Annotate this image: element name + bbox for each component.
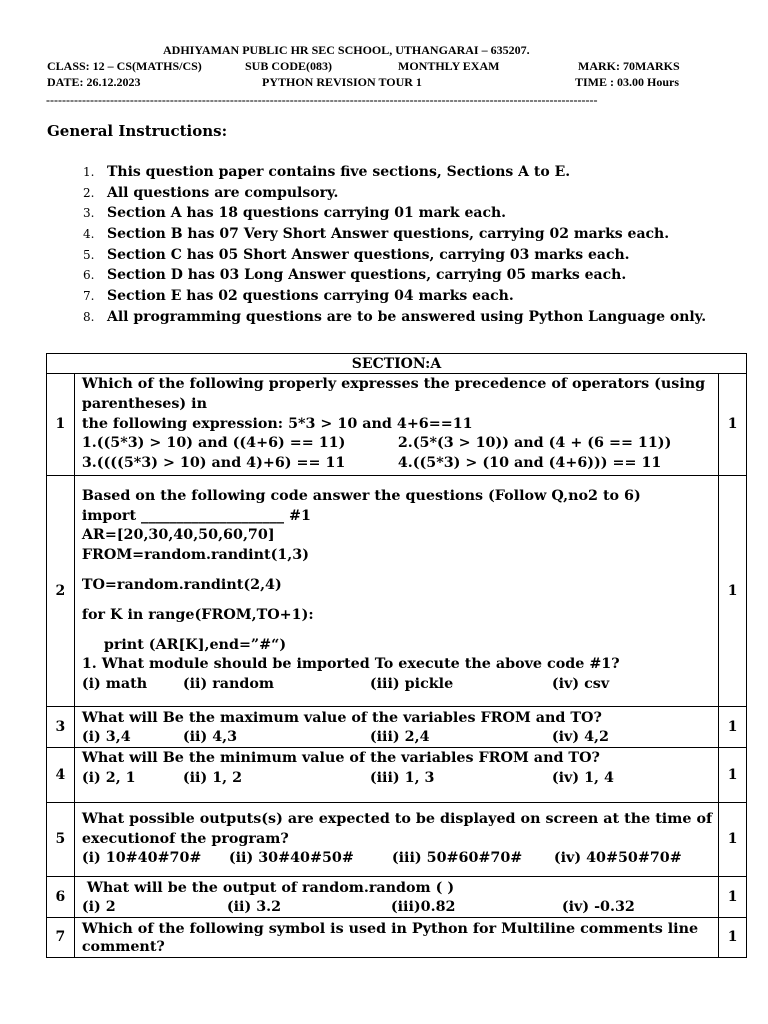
question-mark: 1	[719, 802, 747, 876]
question-text: Which of the following properly expresses the precedence of operators (using parentheses) in the following expression: 5*3 > 10 and 4+6==11 1.((5*3) > 10) and ((4+6) == 11) 2.(5*(3 > 10)) and (4 + (6 == 11)) 3.((((5*3) > 10) and 4)+6) == 11 4.((5*3) > (10 and (4+6))) == 11	[74, 374, 718, 476]
question-number: 5	[47, 802, 75, 876]
option: (ii) 3.2	[226, 898, 282, 915]
options-row	[82, 454, 712, 474]
option: (i) math	[81, 676, 148, 693]
school-name: ADHIYAMAN PUBLIC HR SEC SCHOOL, UTHANGARAI – 635207.	[163, 43, 530, 57]
instruction-item: 8. All programming questions are to be answered using Python Language only.	[83, 308, 707, 325]
option: (ii) random	[182, 676, 275, 693]
paper-title: PYTHON REVISION TOUR 1	[262, 75, 422, 89]
question-number: 6	[47, 876, 75, 917]
class-info: CLASS: 12 – CS(MATHS/CS)	[47, 59, 202, 73]
question-row	[47, 374, 747, 476]
option: (iii)0.82	[390, 898, 456, 915]
question-row	[47, 747, 747, 802]
question-row	[47, 802, 747, 876]
question-text: What will be the output of random.random ( ) (i) 2 (ii) 3.2 (iii)0.82 (iv) -0.32	[74, 876, 718, 917]
option: (iii) 2,4	[369, 728, 430, 745]
instruction-item: 6. Section D has 03 Long Answer questions, carrying 05 marks each.	[83, 267, 627, 284]
exam-date: DATE: 26.12.2023	[47, 75, 141, 89]
question-number: 4	[47, 747, 75, 802]
max-marks: MARK: 70MARKS	[578, 59, 680, 73]
option: (iii) 1, 3	[369, 769, 435, 786]
option: (ii) 30#40#50#	[228, 850, 354, 867]
question-number: 1	[47, 374, 75, 476]
question-text: Based on the following code answer the questions (Follow Q,no2 to 6) import ____________________ #1 AR=[20,30,40,50,60,70] FROM=random.randint(1,3) TO=random.randint(2,4) for K in range(FROM,TO+1): print (AR[K],end=”#“) 1. What module should be imported To execute the above code #1? (i) math (ii) random (iii) pickle (iv) csv	[74, 475, 718, 706]
question-row	[47, 475, 747, 706]
section-title: SECTION:A	[47, 354, 747, 374]
instruction-item: 3. Section A has 18 questions carrying 01 mark each.	[83, 205, 507, 222]
option: (iv) csv	[551, 676, 610, 693]
options-row	[82, 769, 712, 789]
instruction-item: 2. All questions are compulsory.	[83, 184, 339, 201]
instruction-item: 1. This question paper contains five sections, Sections A to E.	[83, 164, 571, 180]
question-text: What will Be the maximum value of the variables FROM and TO? (i) 3,4 (ii) 4,3 (iii) 2,4 (iv) 4,2	[74, 706, 718, 747]
question-mark: 1	[719, 374, 747, 476]
option: 2.(5*(3 > 10)) and (4 + (6 == 11))	[397, 435, 672, 452]
option: (ii) 1, 2	[182, 769, 243, 786]
question-text: Which of the following symbol is used in Python for Multiline comments line comment?	[74, 917, 718, 957]
subject-code: SUB CODE(083)	[245, 59, 333, 73]
question-mark: 1	[719, 706, 747, 747]
options-row	[82, 434, 712, 454]
option: (i) 10#40#70#	[81, 850, 202, 867]
exam-time: TIME : 03.00 Hours	[575, 75, 680, 89]
option: (i) 2	[81, 898, 116, 915]
question-mark: 1	[719, 475, 747, 706]
option: 3.((((5*3) > 10) and 4)+6) == 11	[81, 455, 346, 472]
question-mark: 1	[719, 747, 747, 802]
instruction-item: 7. Section E has 02 questions carrying 04 marks each.	[83, 288, 514, 305]
option: (iv) 40#50#70#	[553, 850, 682, 867]
option: (iv) 1, 4	[551, 769, 614, 786]
options-row	[82, 729, 712, 745]
options-row	[82, 675, 712, 695]
question-mark: 1	[719, 876, 747, 917]
option: (iv) -0.32	[561, 898, 635, 915]
exam-type: MONTHLY EXAM	[398, 59, 500, 73]
question-number: 7	[47, 917, 75, 957]
question-row	[47, 706, 747, 747]
option: (iii) 50#60#70#	[391, 850, 523, 867]
header-divider: ------------------------------------------------------------------------------------------------------------------------------------------	[46, 93, 598, 107]
instruction-item: 5. Section C has 05 Short Answer questions, carrying 03 marks each.	[83, 246, 630, 263]
question-text: What will Be the minimum value of the variables FROM and TO? (i) 2, 1 (ii) 1, 2 (iii) 1, 3 (iv) 1, 4	[74, 747, 718, 802]
option: (i) 3,4	[81, 728, 131, 745]
instructions-list	[47, 162, 767, 328]
question-row	[47, 917, 747, 957]
question-mark: 1	[719, 917, 747, 957]
section-a-table	[46, 353, 747, 958]
question-number: 2	[47, 475, 75, 706]
question-row	[47, 876, 747, 917]
instructions-title: General Instructions:	[47, 122, 228, 140]
option: (i) 2, 1	[81, 769, 136, 786]
option: 1.((5*3) > 10) and ((4+6) == 11)	[81, 435, 346, 452]
option: (iii) pickle	[369, 676, 454, 693]
option: (ii) 4,3	[182, 728, 238, 745]
option: (iv) 4,2	[551, 728, 609, 745]
instruction-item: 4. Section B has 07 Very Short Answer questions, carrying 02 marks each.	[83, 226, 670, 243]
question-text: What possible outputs(s) are expected to be displayed on screen at the time of executionof the program? (i) 10#40#70# (ii) 30#40#50# (iii) 50#60#70# (iv) 40#50#70#	[74, 802, 718, 876]
question-number: 3	[47, 706, 75, 747]
option: 4.((5*3) > (10 and (4+6))) == 11	[397, 455, 662, 472]
options-row	[82, 849, 712, 869]
options-row	[82, 899, 712, 915]
